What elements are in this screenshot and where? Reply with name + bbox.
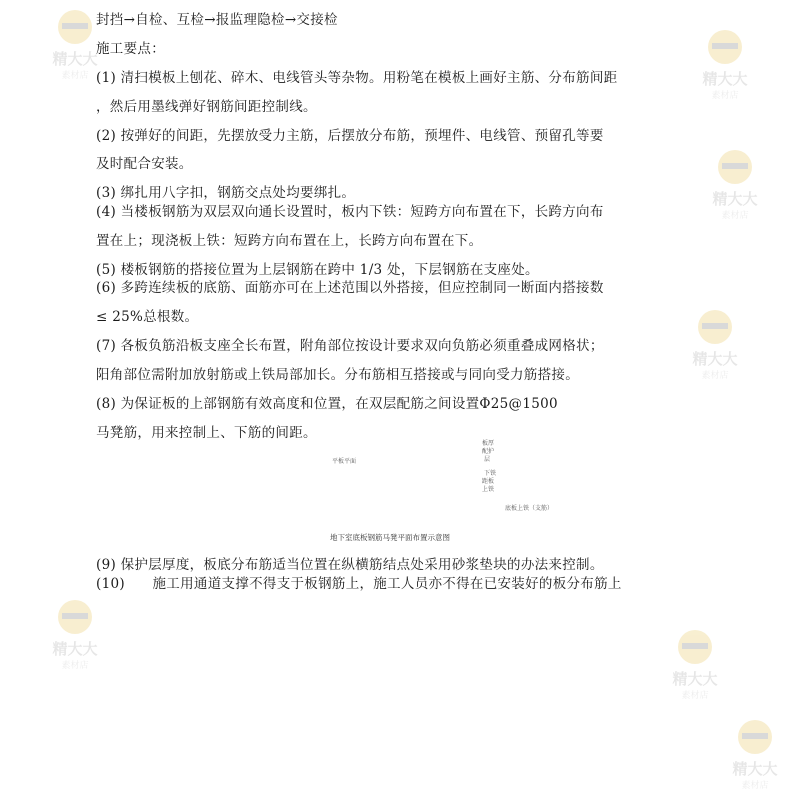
figure-right-label: 下铁 (484, 470, 497, 477)
text-line: 马凳筋，用来控制上、下筋的间距。 (96, 425, 317, 441)
watermark-brand: 精大大 (692, 350, 738, 368)
text-line: 阳角部位需附加放射筋或上铁局部加长。分布筋相互搭接或与同向受力筋搭接。 (96, 367, 579, 383)
watermark-brand: 精大大 (712, 190, 758, 208)
figure-bottom-label: 底板上铁（支筋） (505, 505, 554, 512)
watermark-logo (680, 310, 750, 390)
figure-right-label: 层 (484, 456, 491, 463)
text-line: 施工要点： (96, 41, 165, 57)
watermark-logo (700, 150, 770, 230)
watermark-logo (720, 720, 790, 800)
bee-icon (58, 600, 92, 634)
figure-right-label: 板厚 (482, 440, 495, 447)
text-line: (10) 施工用通道支撑不得支于板钢筋上，施工人员亦不得在已安装好的板分布筋上 (96, 576, 622, 592)
watermark-brand: 精大大 (52, 640, 98, 658)
figure-caption: 地下室底板钢筋马凳平面布置示意图 (330, 533, 450, 542)
figure-right-label: 上铁 (482, 486, 495, 493)
text-line: ，然后用墨线弹好钢筋间距控制线。 (96, 99, 317, 115)
figure-right-label: 配护 (482, 448, 495, 455)
watermark-sub: 素材店 (701, 371, 729, 381)
bee-icon (698, 310, 732, 344)
watermark-sub: 素材店 (721, 211, 749, 221)
text-line: 及时配合安装。 (96, 156, 193, 172)
watermark-logo (690, 30, 760, 110)
text-line: (7) 各板负筋沿板支座全长布置，附角部位按设计要求双向负筋必须重叠成网格状； (96, 338, 604, 354)
text-line: (4) 当楼板钢筋为双层双向通长设置时，板内下铁：短跨方向布置在下，长跨方向布 (96, 204, 604, 220)
text-line: 封挡→自检、互检→报监理隐检→交接检 (96, 12, 338, 28)
text-line: (2) 按弹好的间距，先摆放受力主筋，后摆放分布筋，预埋件、电线管、预留孔等要 (96, 128, 604, 144)
watermark-logo (40, 600, 110, 680)
text-line: ≤ 25%总根数。 (96, 309, 199, 325)
watermark-logo (660, 630, 730, 710)
text-line: (9) 保护层厚度，板底分布筋适当位置在纵横筋结点处采用砂浆垫块的办法来控制。 (96, 557, 604, 573)
watermark-sub: 素材店 (61, 71, 89, 81)
bee-icon (738, 720, 772, 754)
watermark-brand: 精大大 (732, 760, 778, 778)
text-line: (8) 为保证板的上部钢筋有效高度和位置，在双层配筋之间设置Φ25@1500 (96, 396, 558, 412)
rebar-chair-figure (310, 440, 580, 545)
watermark-brand: 精大大 (672, 670, 718, 688)
text-line: (3) 绑扎用八字扣，钢筋交点处均要绑扎。 (96, 185, 356, 201)
watermark-sub: 素材店 (61, 661, 89, 671)
text-line: 置在上；现浇板上铁：短跨方向布置在上，长跨方向布置在下。 (96, 233, 483, 249)
text-line: (1) 清扫模板上刨花、碎木、电线管头等杂物。用粉笔在模板上画好主筋、分布筋间距 (96, 70, 618, 86)
watermark-sub: 素材店 (681, 691, 709, 701)
watermark-sub: 素材店 (741, 781, 769, 791)
bee-icon (718, 150, 752, 184)
text-line: (6) 多跨连续板的底筋、面筋亦可在上述范围以外搭接，但应控制同一断面内搭接数 (96, 280, 604, 296)
bee-icon (58, 10, 92, 44)
figure-left-label: 平板平面 (332, 458, 357, 465)
watermark-sub: 素材店 (711, 91, 739, 101)
text-line: (5) 楼板钢筋的搭接位置为上层钢筋在跨中 1/3 处，下层钢筋在支座处。 (96, 262, 539, 278)
watermark-brand: 精大大 (52, 50, 98, 68)
figure-right-label: 距板 (482, 478, 495, 485)
watermark-brand: 精大大 (702, 70, 748, 88)
bee-icon (708, 30, 742, 64)
bee-icon (678, 630, 712, 664)
